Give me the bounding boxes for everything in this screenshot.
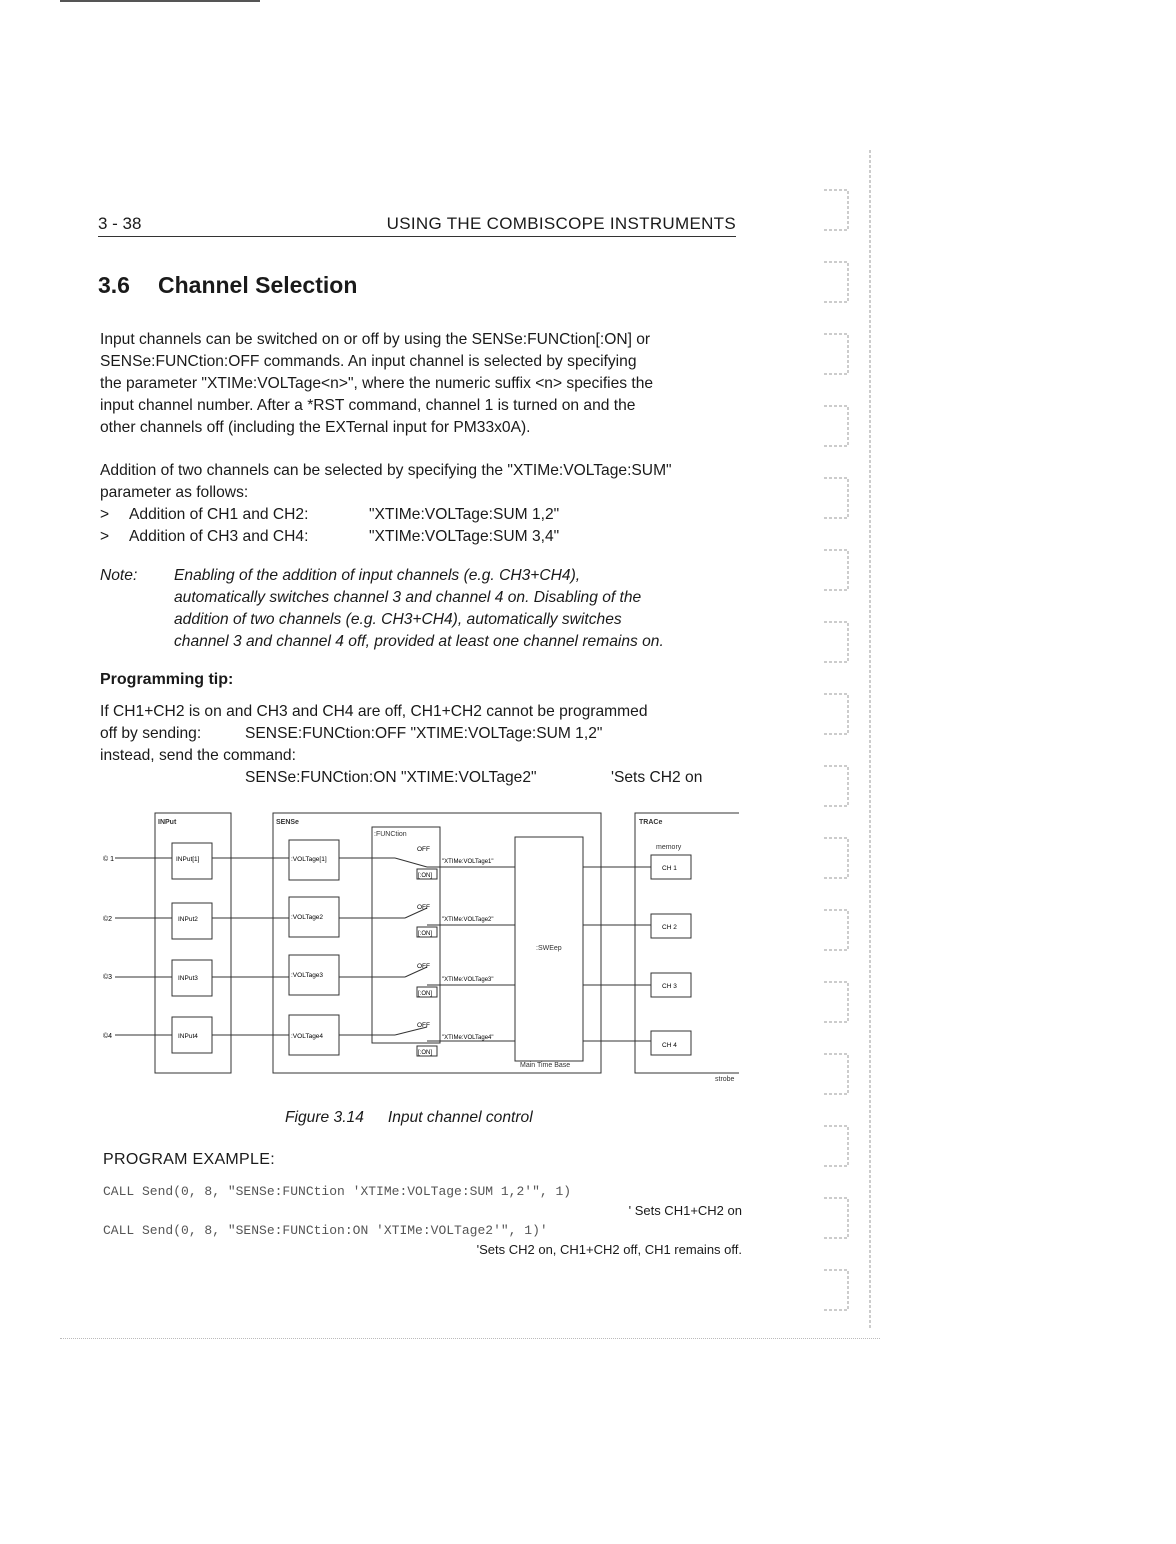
tip-line-prefix: off by sending: [100,725,202,742]
sweep-block-label: :SWEep [536,945,562,952]
bullet-label: Addition of CH1 and CH2: [129,506,309,523]
note-line: channel 3 and channel 4 off, provided at least one channel remains on. [174,633,664,650]
note-body [174,565,744,653]
code-line: CALL Send(0, 8, "SENSe:FUNCtion:ON 'XTIMe:VOLTage2'", 1)' [103,1223,548,1238]
running-title: USING THE COMBISCOPE INSTRUMENTS [386,214,736,233]
on-label: [:ON] [418,873,433,879]
list-item [100,526,740,548]
bullet-marker: > [100,506,110,523]
paragraph-intro [100,329,737,439]
channel-row-3 [103,955,691,997]
section-heading: Channel Selection [158,272,358,298]
off-label: OFF [417,1022,430,1029]
channel-row-2 [103,897,691,939]
top-edge-line [60,0,260,2]
figure-caption [285,1109,533,1127]
text-line: the parameter "XTIMe:VOLTage<n>", where the numeric suffix <n> specifies the [100,375,654,392]
text-line: Addition of two channels can be selected by specifying the "XTIMe:VOLTage:SUM" [100,462,672,479]
trace-label: CH 2 [662,924,677,931]
voltage-label: :VOLTage4 [291,1033,324,1040]
on-label: [:ON] [418,991,433,997]
section-title [98,272,357,299]
text-line: input channel number. After a *RST command, channel 1 is turned on and the [100,397,636,414]
channel-row-4 [103,1015,691,1056]
param-label: "XTIMe:VOLTage2" [442,917,494,923]
input-label: INPut[1] [176,856,200,863]
trace-label: CH 3 [662,983,677,990]
terminal-label: ©4 [103,1033,113,1040]
trace-label: CH 1 [662,865,677,872]
input-label: INPut2 [178,916,198,923]
note-line: addition of two channels (e.g. CH3+CH4), automatically switches [174,611,622,628]
tip-command: SENSe:FUNCtion:ON "XTIME:VOLTage2" [245,769,537,786]
input-label: INPut4 [178,1033,198,1040]
memory-label: memory [656,844,682,851]
off-label: OFF [417,963,430,970]
text-line: parameter as follows: [100,484,249,501]
tip-comment: 'Sets CH2 on [611,769,703,786]
terminal-label: ©2 [103,916,113,923]
text-line: other channels off (including the EXTernal input for PM33x0A). [100,419,531,436]
trace-label: CH 4 [662,1042,677,1049]
terminal-label: ©3 [103,974,113,981]
page-number: 3 - 38 [98,214,142,233]
tip-heading: Programming tip: [100,671,234,688]
tip-line: instead, send the command: [100,747,296,764]
figure-title: Input channel control [387,1109,533,1126]
code-comment: ' Sets CH1+CH2 on [628,1203,742,1218]
off-label: OFF [417,904,430,911]
param-label: "XTIMe:VOLTage3" [442,977,494,983]
param-label: "XTIMe:VOLTage1" [442,859,494,865]
param-label: "XTIMe:VOLTage4" [442,1035,494,1041]
off-label: OFF [417,846,430,853]
bullet-label: Addition of CH3 and CH4: [129,528,309,545]
terminal-label: © 1 [103,856,114,863]
bottom-edge-line [60,1338,880,1339]
sense-block-label: SENSe [276,819,299,826]
note-line: automatically switches channel 3 and channel 4 on. Disabling of the [174,589,642,606]
code-comment: 'Sets CH2 on, CH1+CH2 off, CH1 remains off. [476,1242,742,1257]
channel-row-1 [103,840,691,880]
voltage-label: :VOLTage[1] [291,856,327,863]
note-line: Enabling of the addition of input channels (e.g. CH3+CH4), [174,567,581,584]
code-line: CALL Send(0, 8, "SENSe:FUNCtion 'XTIMe:VOLTage:SUM 1,2'", 1) [103,1184,572,1199]
input-block-label: INPut [158,819,177,826]
list-item [100,504,740,526]
input-channel-diagram [95,805,750,1085]
bullet-value: "XTIMe:VOLTage:SUM 1,2" [369,506,560,523]
input-label: INPut3 [178,975,198,982]
program-heading: PROGRAM EXAMPLE: [103,1151,275,1168]
tip-line: If CH1+CH2 is on and CH3 and CH4 are off, CH1+CH2 cannot be programmed [100,703,648,720]
voltage-label: :VOLTage2 [291,914,324,921]
page-header [98,214,736,237]
note-label: Note: [100,567,138,584]
text-line: Input channels can be switched on or off by using the SENSe:FUNCtion[:ON] or [100,331,651,348]
main-time-base-label: Main Time Base [520,1062,571,1069]
text-line: SENSe:FUNCtion:OFF commands. An input channel is selected by specifying [100,353,637,370]
on-label: [:ON] [418,931,433,937]
strobe-label: strobe [715,1076,735,1083]
trace-block-label: TRACe [639,819,663,826]
edge-tab-marks [818,150,878,1330]
bullet-marker: > [100,528,110,545]
on-label: [:ON] [418,1050,433,1056]
section-number: 3.6 [98,272,130,298]
bullet-value: "XTIMe:VOLTage:SUM 3,4" [369,528,560,545]
figure-number: Figure 3.14 [285,1109,364,1126]
voltage-label: :VOLTage3 [291,972,324,979]
note-block [100,565,745,655]
tip-command: SENSE:FUNCtion:OFF "XTIME:VOLTage:SUM 1,2" [245,725,603,742]
function-block-label: :FUNCtion [374,831,407,838]
paragraph-addition [100,460,737,504]
